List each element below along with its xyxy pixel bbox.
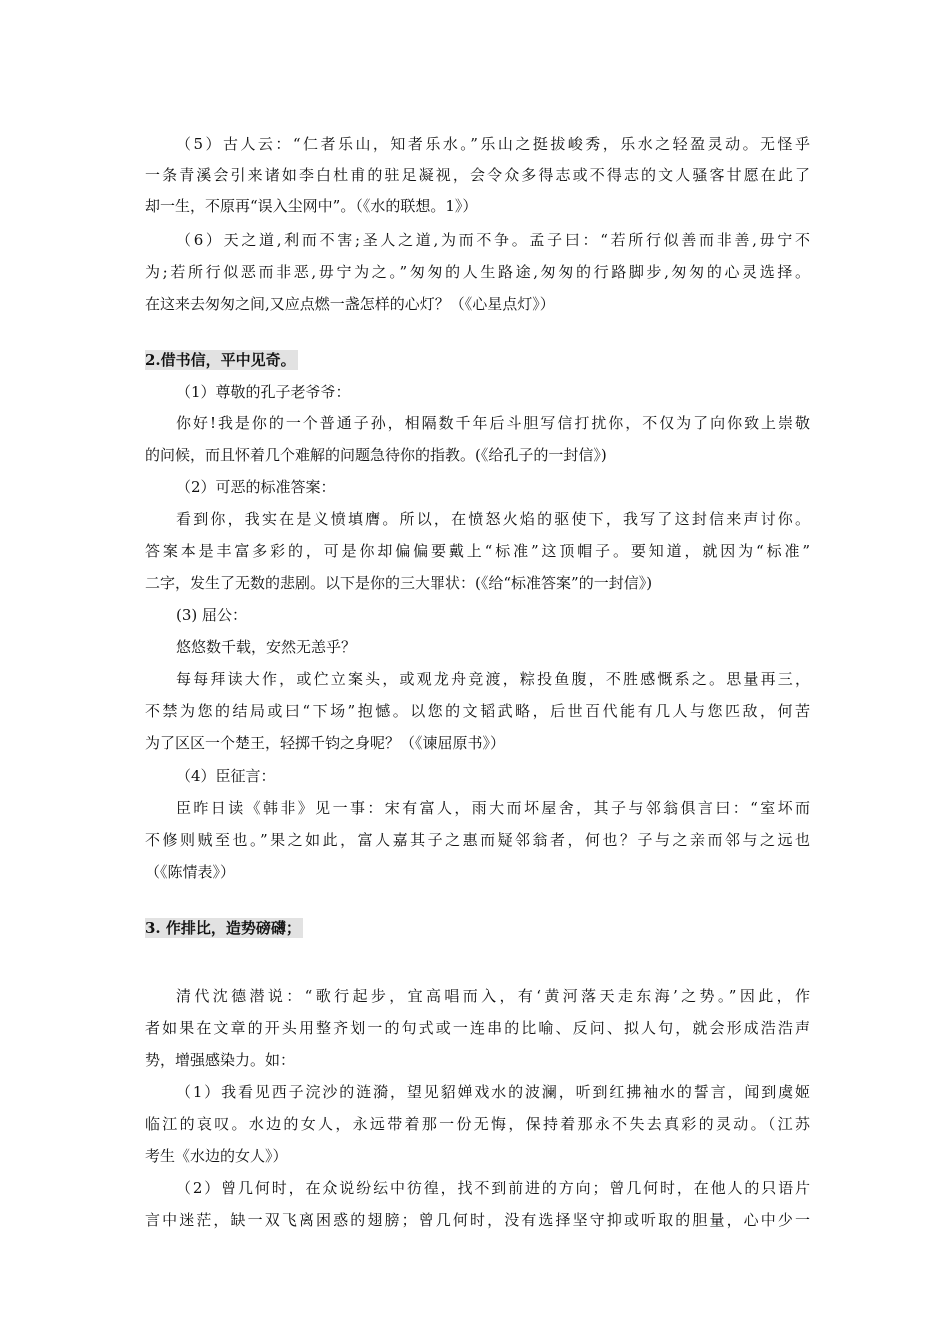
text-line: 的问候，而且怀着几个难解的问题急待你的指教。(《给孔子的一封信》) (145, 446, 607, 464)
section-heading-3: 3. 作排比，造势磅礴； (145, 919, 301, 937)
text-line: （《陈情表》） (145, 863, 236, 881)
text-line: 不禁为您的结局或曰“下场”抱憾。以您的文韬武略，后世百代能有几人与您匹敌，何苦 (145, 702, 810, 720)
section-heading-2: 2.借书信，平中见奇。 (145, 351, 296, 369)
text-line: 二字，发生了无数的悲剧。以下是你的三大罪状：(《给“标准答案”的一封信》) (145, 574, 653, 592)
text-line: 不修则贼至也。”果之如此，富人嘉其子之惠而疑邻翁者，何也？子与之亲而邻与之远也 (145, 831, 810, 849)
text-line: 言中迷茫，缺一双飞离困惑的翅膀；曾几何时，没有选择坚守抑或听取的胆量，心中少一 (145, 1211, 810, 1229)
text-line: 答案本是丰富多彩的，可是你却偏偏要戴上“标准”这顶帽子。要知道，就因为“标准” (145, 542, 810, 560)
text-line: 临江的哀叹。水边的女人，永远带着那一份无悔，保持着那永不失去真彩的灵动。（江苏 (145, 1115, 810, 1133)
text-line: 考生《水边的女人》） (145, 1147, 288, 1165)
text-line: 在这来去匆匆之间,又应点燃一盏怎样的心灯？（《心星点灯》） (145, 295, 555, 313)
text-line: 看到你，我实在是义愤填膺。所以，在愤怒火焰的驱使下，我写了这封信来声讨你。 (176, 510, 810, 528)
text-line: 为了区区一个楚王，轻掷千钧之身呢？（《谏屈原书》） (145, 734, 506, 752)
text-line: （2）曾几何时，在众说纷纭中彷徨，找不到前进的方向；曾几何时，在他人的只语片 (176, 1179, 810, 1197)
text-line: （2）可恶的标准答案： (176, 478, 336, 496)
text-line: （1）尊敬的孔子老爷爷： (176, 383, 351, 401)
text-line: （1）我看见西子浣沙的涟漪，望见貂婵戏水的波澜，听到红拂袖水的誓言，闻到虞姬 (176, 1083, 810, 1101)
text-line: （5）古人云：“仁者乐山，知者乐水。”乐山之挺拔峻秀，乐水之轻盈灵动。无怪乎 (176, 135, 810, 153)
text-line: 你好!我是你的一个普通子孙，相隔数千年后斗胆写信打扰你，不仅为了向你致上崇敬 (176, 414, 810, 432)
text-line: 臣昨日读《韩非》见一事：宋有富人，雨大而坏屋舍，其子与邻翁俱言曰：“室坏而 (176, 799, 810, 817)
text-line: 悠悠数千载，安然无恙乎？ (176, 638, 357, 656)
text-line: （4）臣征言： (176, 767, 276, 785)
text-line: （6）天之道,利而不害;圣人之道,为而不争。孟子曰：“若所行似善而非善,毋宁不 (176, 231, 810, 249)
text-line: 势，增强感染力。如： (145, 1051, 296, 1069)
text-line: 却一生，不原再“误入尘网中”。（《水的联想。1》） (145, 197, 478, 215)
text-line: (3) 屈公： (176, 606, 248, 624)
text-line: 者如果在文章的开头用整齐划一的句式或一连串的比喻、反问、拟人句，就会形成浩浩声 (145, 1019, 810, 1037)
text-line: 一条青溪会引来诸如李白杜甫的驻足凝视，会令众多得志或不得志的文人骚客甘愿在此了 (145, 166, 810, 184)
text-line: 为;若所行似恶而非恶,毋宁为之。”匆匆的人生路途,匆匆的行路脚步,匆匆的心灵选择。 (145, 263, 810, 281)
text-line: 清代沈德潜说：“歌行起步，宜高唱而入，有‘黄河落天走东海’之势。”因此，作 (176, 987, 810, 1005)
text-line: 每每拜读大作，或伫立案头，或观龙舟竞渡，粽投鱼腹，不胜感慨系之。思量再三， (176, 670, 810, 688)
